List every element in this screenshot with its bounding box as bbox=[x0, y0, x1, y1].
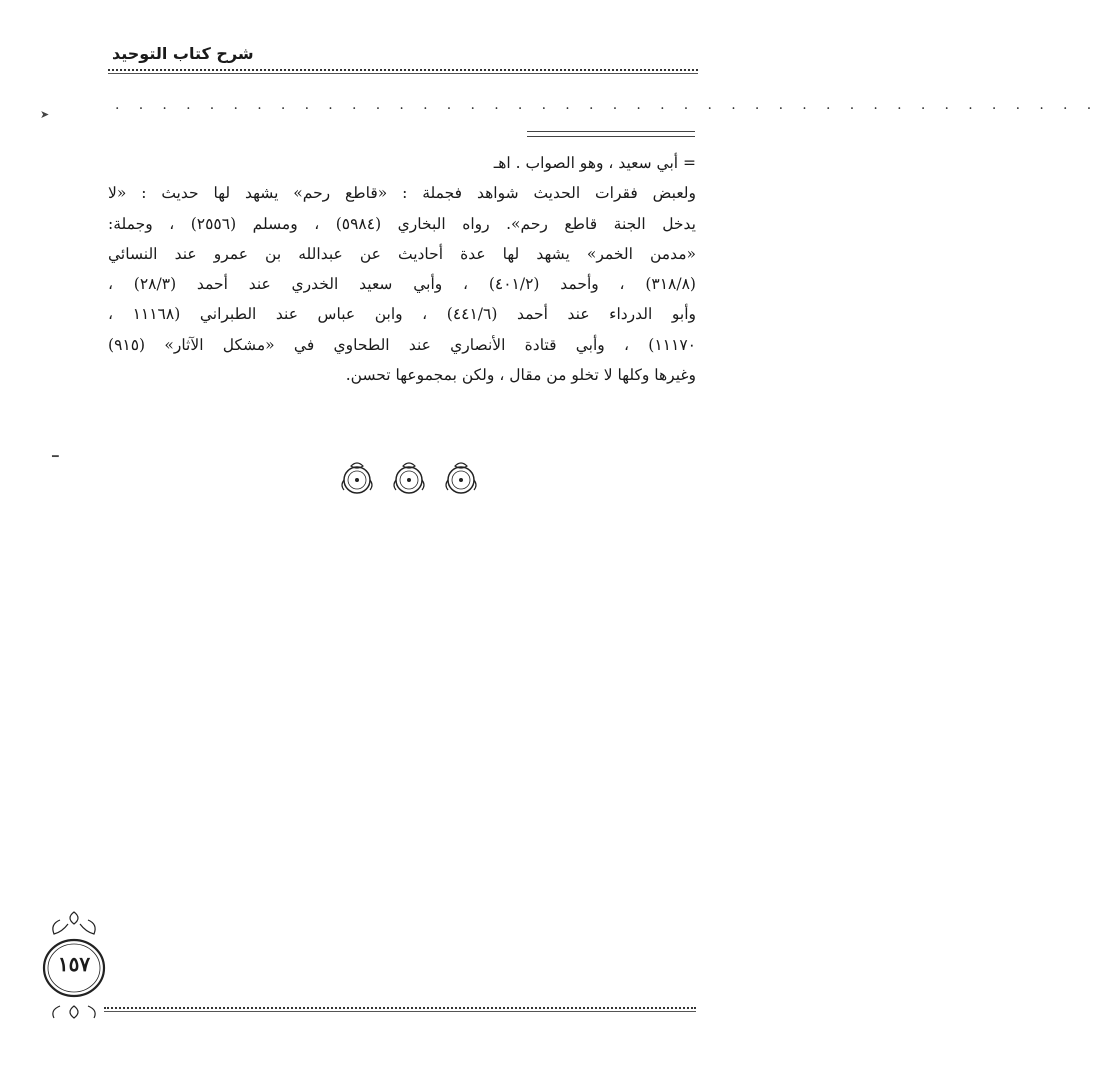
margin-mark: ➤ bbox=[40, 108, 50, 121]
footnote-line: وغيرها وكلها لا تخلو من مقال ، ولكن بمجموعها تحسن. bbox=[345, 366, 696, 385]
footnote-line: «مدمن الخمر» يشهد لها عدة أحاديث عن عبدالله بن عمرو عند النسائي bbox=[108, 244, 696, 263]
footnote-text bbox=[108, 148, 696, 390]
footnote-line: يدخل الجنة قاطع رحم». رواه البخاري (٥٩٨٤) ، ومسلم (٢٥٥٦) ، وجملة: bbox=[108, 214, 696, 233]
header-rule bbox=[108, 69, 698, 71]
running-header-title: شرح كتاب التوحيد bbox=[112, 44, 254, 63]
dotted-line: . . . . . . . . . . . . . . . . . . . . . . . . . . . . . . . . . . . . . . . . . . bbox=[115, 97, 1099, 113]
floral-ornament-icon bbox=[338, 460, 376, 496]
footnote-line: ولعبض فقرات الحديث شواهد فجملة : «قاطع رحم» يشهد لها حديث : «لا bbox=[108, 184, 696, 203]
section-end-ornaments bbox=[338, 460, 480, 500]
footnote-separator bbox=[527, 131, 695, 141]
page-number: ١٥٧ bbox=[57, 952, 91, 976]
footnote-line: ١١١٧٠) ، وأبي قتادة الأنصاري عند الطحاوي في «مشكل الآثار» (٩١٥) bbox=[108, 335, 696, 354]
floral-ornament-icon bbox=[390, 460, 428, 496]
footnote-line: وأبو الدرداء عند أحمد (٤٤١/٦) ، وابن عباس عند الطبراني (١١١٦٨ ، bbox=[108, 305, 696, 324]
footer-rule bbox=[104, 1007, 696, 1009]
margin-mark: ━ bbox=[52, 450, 59, 463]
footnote-line: (٣١٨/٨) ، وأحمد (٤٠١/٢) ، وأبي سعيد الخدري عند أحمد (٢٨/٣) ، bbox=[108, 275, 696, 294]
floral-ornament-icon bbox=[442, 460, 480, 496]
footnote-line: = أبي سعيد ، وهو الصواب . اهـ bbox=[493, 154, 696, 172]
